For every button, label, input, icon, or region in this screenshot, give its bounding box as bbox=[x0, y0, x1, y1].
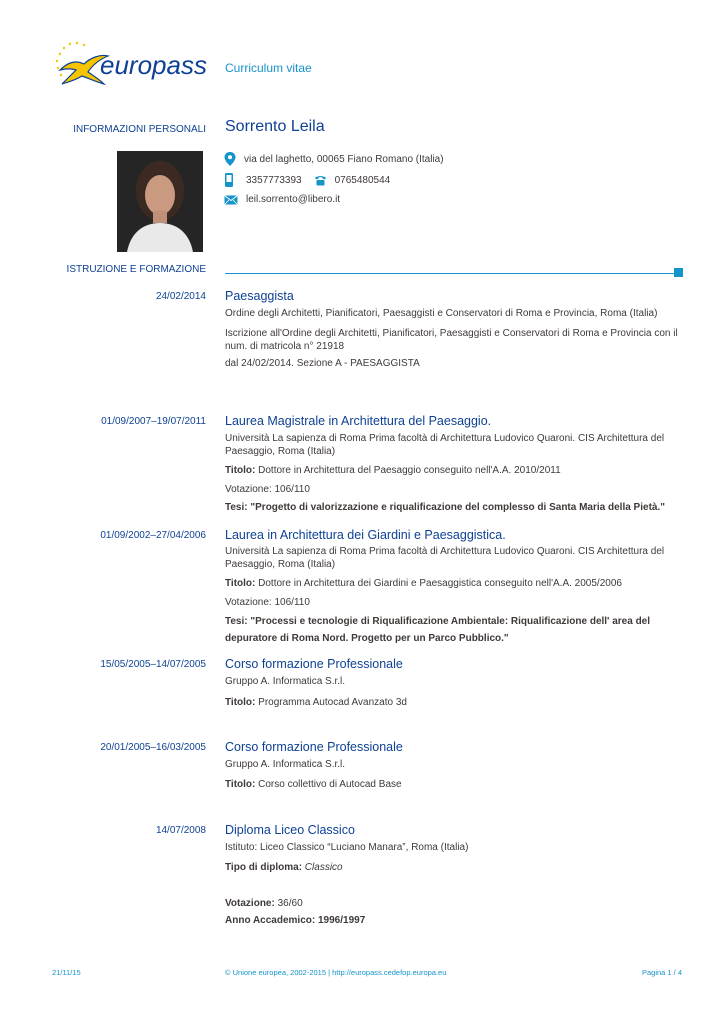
entry-institution: Gruppo A. Informatica S.r.l. bbox=[225, 759, 346, 770]
section-divider-marker bbox=[674, 268, 683, 277]
entry-title: Diploma Liceo Classico bbox=[225, 823, 355, 837]
entry-institution: Ordine degli Architetti, Pianificatori, Paesaggisti e Conservatori di Roma e Provincia, Roma (Italia) bbox=[225, 308, 658, 319]
tesi-label: Tesi bbox=[225, 502, 245, 513]
phone-number[interactable]: 0765480544 bbox=[334, 174, 391, 186]
entry-title: Corso formazione Professionale bbox=[225, 657, 403, 671]
profile-photo bbox=[117, 151, 203, 252]
entry-votazione bbox=[225, 897, 685, 910]
entry-date: 01/09/2002–27/04/2006 bbox=[100, 530, 206, 541]
entry-date: 15/05/2005–14/07/2005 bbox=[100, 659, 206, 670]
tipo-value: Classico bbox=[302, 862, 343, 873]
titolo-value: Dottore in Architettura del Paesaggio conseguito nell'A.A. 2010/2011 bbox=[255, 465, 561, 476]
location-icon bbox=[224, 152, 236, 166]
titolo-label: Titolo: bbox=[225, 465, 256, 476]
entry-title: Laurea in Architettura dei Giardini e Paesaggistica. bbox=[225, 528, 506, 542]
entry-title: Corso formazione Professionale bbox=[225, 740, 403, 754]
entry-titolo bbox=[225, 464, 685, 477]
phone-icon bbox=[314, 175, 327, 186]
contact-address bbox=[224, 152, 444, 166]
titolo-value: Corso collettivo di Autocad Base bbox=[255, 779, 402, 790]
entry-tesi bbox=[225, 613, 665, 647]
entry-date: 01/09/2007–19/07/2011 bbox=[101, 416, 206, 427]
entry-titolo bbox=[225, 696, 685, 709]
titolo-value: Programma Autocad Avanzato 3d bbox=[255, 697, 407, 708]
entry-description: dal 24/02/2014. Sezione A - PAESAGGISTA bbox=[225, 358, 420, 369]
entry-title: Paesaggista bbox=[225, 289, 294, 303]
entry-date: 24/02/2014 bbox=[155, 291, 206, 302]
entry-tesi bbox=[225, 501, 685, 514]
tesi-value: : "Progetto di valorizzazione e riqualificazione del complesso di Santa Maria della Pietà." bbox=[244, 502, 665, 513]
votazione-label: Votazione: bbox=[225, 898, 275, 909]
footer-copyright[interactable]: © Unione europea, 2002-2015 | http://europass.cedefop.europa.eu bbox=[225, 968, 447, 977]
email-address[interactable]: leil.sorrento@libero.it bbox=[246, 194, 341, 205]
footer-page-number: Pagina 1 / 4 bbox=[641, 968, 682, 977]
contact-email bbox=[224, 194, 340, 205]
address-text: via del laghetto, 00065 Fiano Romano (Italia) bbox=[244, 153, 444, 165]
contact-phones bbox=[224, 173, 390, 187]
person-name: Sorrento Leila bbox=[225, 118, 325, 135]
entry-date: 20/01/2005–16/03/2005 bbox=[100, 742, 206, 753]
entry-date: 14/07/2008 bbox=[155, 825, 206, 836]
section-label-personal: INFORMAZIONI PERSONALI bbox=[73, 124, 206, 135]
email-icon bbox=[224, 195, 238, 205]
europass-logo-graphic bbox=[50, 40, 210, 88]
footer-date: 21/11/15 bbox=[52, 968, 81, 977]
tesi-label: Tesi bbox=[225, 616, 245, 627]
entry-anno bbox=[225, 914, 685, 927]
titolo-label: Titolo: bbox=[225, 779, 256, 790]
entry-titolo bbox=[225, 577, 685, 590]
entry-title: Laurea Magistrale in Architettura del Paesaggio. bbox=[225, 414, 492, 428]
entry-institution: Istituto: Liceo Classico “Luciano Manara”, Roma (Italia) bbox=[225, 842, 469, 853]
titolo-label: Titolo: bbox=[225, 697, 256, 708]
entry-votazione: Votazione: 106/110 bbox=[225, 484, 310, 495]
mobile-number[interactable]: 3357773393 bbox=[246, 174, 302, 186]
profile-photo-graphic bbox=[117, 151, 203, 252]
entry-votazione: Votazione: 106/110 bbox=[225, 597, 310, 608]
document-title: Curriculum vitae bbox=[225, 61, 312, 75]
mobile-icon bbox=[224, 173, 234, 187]
titolo-value: Dottore in Architettura dei Giardini e Paesaggistica conseguito nell'A.A. 2005/2006 bbox=[255, 578, 622, 589]
entry-description: Iscrizione all'Ordine degli Architetti, Pianificatori, Paesaggisti e Conservatori di Roma e Provincia con il num. di matricola n° 21918 bbox=[225, 328, 678, 352]
europass-logo bbox=[50, 40, 210, 88]
svg-text:europass: europass bbox=[100, 50, 207, 80]
votazione-value: 36/60 bbox=[274, 898, 303, 909]
entry-institution: Gruppo A. Informatica S.r.l. bbox=[225, 676, 346, 687]
section-label-education: ISTRUZIONE E FORMAZIONE bbox=[66, 264, 206, 275]
anno-text: Anno Accademico: 1996/1997 bbox=[225, 915, 366, 926]
entry-institution: Università La sapienza di Roma Prima facoltà di Architettura Ludovico Quaroni. CIS Architettura del Paesaggio, Roma (Italia) bbox=[225, 546, 665, 570]
entry-institution: Università La sapienza di Roma Prima facoltà di Architettura Ludovico Quaroni. CIS Architettura del Paesaggio, Roma (Italia) bbox=[225, 433, 665, 457]
titolo-label: Titolo: bbox=[225, 578, 256, 589]
tesi-value: : "Processi e tecnologie di Riqualificazione Ambientale: Riqualificazione dell' area del depuratore di Roma Nord. Progetto per un Parco Pubblico." bbox=[225, 616, 651, 644]
tipo-label: Tipo di diploma: bbox=[225, 862, 303, 873]
section-divider bbox=[225, 273, 674, 274]
entry-tipo-diploma bbox=[225, 861, 685, 874]
entry-titolo bbox=[225, 778, 685, 791]
